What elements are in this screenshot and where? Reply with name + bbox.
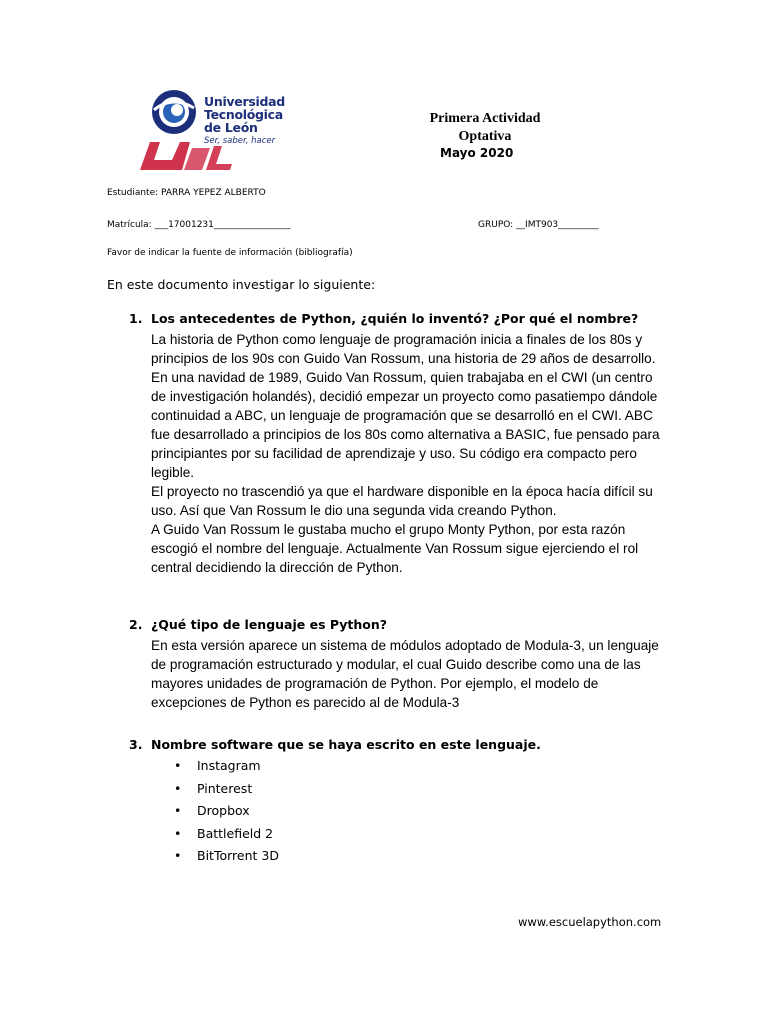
logo-slogan: Ser, saber, hacer xyxy=(204,136,276,146)
source-url: www.escuelapython.com xyxy=(518,915,662,929)
question-number: 2. xyxy=(129,617,143,632)
question-title: Los antecedentes de Python, ¿quién lo inventó? ¿Por qué el nombre? xyxy=(151,311,639,326)
intro-text: En este documento investigar lo siguiente: xyxy=(107,277,376,292)
bullet-icon: • xyxy=(174,780,182,796)
logo-line-2: Tecnológica xyxy=(204,107,283,122)
list-item: • Pinterest xyxy=(174,780,253,796)
bullet-icon: • xyxy=(174,803,182,818)
student-matricula: Matrícula: ___17001231_________________ xyxy=(107,220,291,230)
question-title: ¿Qué tipo de lenguaje es Python? xyxy=(151,617,388,632)
question-number: 1. xyxy=(129,311,143,326)
answer-paragraph: A Guido Van Rossum le gustaba mucho el grupo Monty Python, por esta razón escogió el nombre del lenguaje. Actualmente Van Rossum sigue ejerciendo el rol central decidiendo la dirección de Python. xyxy=(151,522,639,575)
list-item: • Instagram xyxy=(174,758,261,773)
bibliography-note: Favor de indicar la fuente de información (bibliografía) xyxy=(107,248,353,258)
student-name: Estudiante: PARRA YEPEZ ALBERTO xyxy=(107,188,266,198)
question-2-heading xyxy=(129,617,387,632)
logo-line-1: Universidad xyxy=(204,94,285,109)
logo-name xyxy=(204,95,285,134)
logo-line-3: de León xyxy=(204,120,258,135)
question-1-answer xyxy=(151,330,661,577)
answer-paragraph: En esta versión aparece un sistema de módulos adoptado de Modula-3, un lenguaje de programación estructurado y modular, el cual Guido describe como una de las mayores unidades de programación de Python. Por ejemplo, el modelo de excepciones de Python es parecido al de Modula-3 xyxy=(151,638,659,710)
list-item: • BitTorrent 3D xyxy=(174,848,279,863)
bullet-icon: • xyxy=(174,848,182,863)
question-number: 3. xyxy=(129,737,143,752)
question-2-answer xyxy=(151,636,661,712)
answer-paragraph: La historia de Python como lenguaje de programación inicia a finales de los 80s y principios de los 90s con Guido Van Rossum, una historia de 29 años de desarrollo. xyxy=(151,332,656,366)
title-line-1: Primera Actividad xyxy=(429,111,541,126)
list-item: • Battlefield 2 xyxy=(174,825,274,841)
bullet-icon: • xyxy=(174,825,182,841)
question-1-heading xyxy=(129,311,638,326)
bullet-icon: • xyxy=(174,758,182,773)
document-title xyxy=(410,110,560,146)
student-grupo: GRUPO: __IMT903_________ xyxy=(478,220,599,230)
question-title: Nombre software que se haya escrito en este lenguaje. xyxy=(151,737,541,752)
title-line-2: Optativa xyxy=(458,129,512,144)
list-item: • Dropbox xyxy=(174,803,250,818)
answer-paragraph: El proyecto no trascendió ya que el hardware disponible en la época hacía difícil su uso. Así que Van Rossum le dio una segunda vida creando Python. xyxy=(151,484,653,518)
answer-paragraph: En una navidad de 1989, Guido Van Rossum, quien trabajaba en el CWI (un centro de investigación holandés), decidió empezar un proyecto como pasatiempo dándole continuidad a ABC, un lenguaje de programación que se desarrolló en el CWI. ABC fue desarrollado a principios de los 80s como alternativa a BASIC, fue pensado para principiantes por su facilidad de aprendizaje y uso. Su código era compacto pero legible. xyxy=(151,370,660,480)
document-date: Mayo 2020 xyxy=(440,146,514,160)
question-3-heading xyxy=(129,737,541,752)
software-list xyxy=(174,757,279,870)
